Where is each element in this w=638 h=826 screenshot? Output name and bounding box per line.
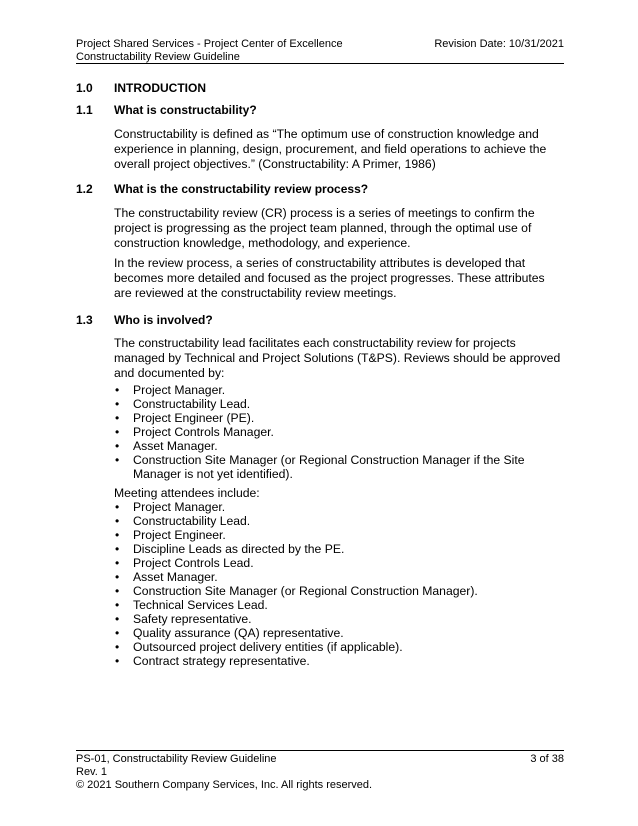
- section-heading-1-0: [76, 81, 206, 95]
- footer-revision: Rev. 1: [76, 766, 107, 778]
- list-item: • Constructability Lead.: [114, 514, 564, 528]
- section-heading-1-2: [76, 182, 368, 196]
- page-footer: [76, 753, 564, 792]
- list-item: • Asset Manager.: [114, 570, 564, 584]
- header-revision-date: Revision Date: 10/31/2021: [434, 38, 564, 50]
- section-number: 1.0: [76, 81, 93, 95]
- paragraph-review-attributes: In the review process, a series of constructability attributes is developed that becomes more detailed and focused as the project progresses. These attributes are reviewed at the constructability review meetings.: [114, 256, 545, 300]
- list-item: • Constructability Lead.: [114, 397, 564, 411]
- section-number: 1.2: [76, 182, 93, 196]
- list-item: • Project Engineer (PE).: [114, 411, 564, 425]
- list-item: • Quality assurance (QA) representative.: [114, 626, 564, 640]
- approvers-list: [114, 383, 564, 481]
- page-number: 3 of 38: [530, 753, 564, 765]
- footer-divider: [76, 750, 564, 751]
- header-subtitle: Constructability Review Guideline: [76, 51, 240, 63]
- header-divider: [76, 63, 564, 64]
- paragraph-definition: Constructability is defined as “The optimum use of construction knowledge and experience in planning, design, procurement, and field operations to achieve the overall project objectives.” (Constructability: A Primer, 1986): [114, 127, 547, 171]
- list-item: • Project Manager.: [114, 500, 564, 514]
- list-item: • Construction Site Manager (or Regional Construction Manager).: [114, 584, 564, 598]
- header-title: Project Shared Services - Project Center of Excellence: [76, 38, 343, 50]
- list-item: • Technical Services Lead.: [114, 598, 564, 612]
- paragraph-review-process: The constructability review (CR) process is a series of meetings to confirm the project is progressing as the project team planned, through the optimal use of construction knowledge, methodology, and experience.: [114, 206, 535, 250]
- section-title: What is constructability?: [114, 103, 257, 117]
- list-item: • Safety representative.: [114, 612, 564, 626]
- paragraph-attendees-intro: Meeting attendees include:: [114, 486, 260, 500]
- list-item: • Project Engineer.: [114, 528, 564, 542]
- section-heading-1-3: [76, 313, 213, 327]
- list-item: • Contract strategy representative.: [114, 654, 564, 668]
- list-item: • Project Manager.: [114, 383, 564, 397]
- section-number: 1.1: [76, 103, 93, 117]
- attendees-list: [114, 500, 564, 668]
- page-header: [76, 38, 564, 64]
- list-item: • Construction Site Manager (or Regional Construction Manager if the Site Manager is not yet identified).: [114, 453, 564, 481]
- list-item: • Outsourced project delivery entities (if applicable).: [114, 640, 564, 654]
- list-item: • Asset Manager.: [114, 439, 564, 453]
- list-item: • Discipline Leads as directed by the PE.: [114, 542, 564, 556]
- list-item: • Project Controls Manager.: [114, 425, 564, 439]
- section-title: INTRODUCTION: [114, 81, 206, 95]
- paragraph-constructability-lead: The constructability lead facilitates each constructability review for projects managed by Technical and Project Solutions (T&PS). Reviews should be approved and documented by:: [114, 336, 561, 380]
- list-item: • Project Controls Lead.: [114, 556, 564, 570]
- section-title: What is the constructability review process?: [114, 182, 369, 196]
- footer-doc-id: PS-01, Constructability Review Guideline: [76, 753, 277, 765]
- section-number: 1.3: [76, 313, 93, 327]
- section-title: Who is involved?: [114, 313, 213, 327]
- footer-copyright: © 2021 Southern Company Services, Inc. All rights reserved.: [76, 779, 373, 791]
- section-heading-1-1: [76, 103, 257, 117]
